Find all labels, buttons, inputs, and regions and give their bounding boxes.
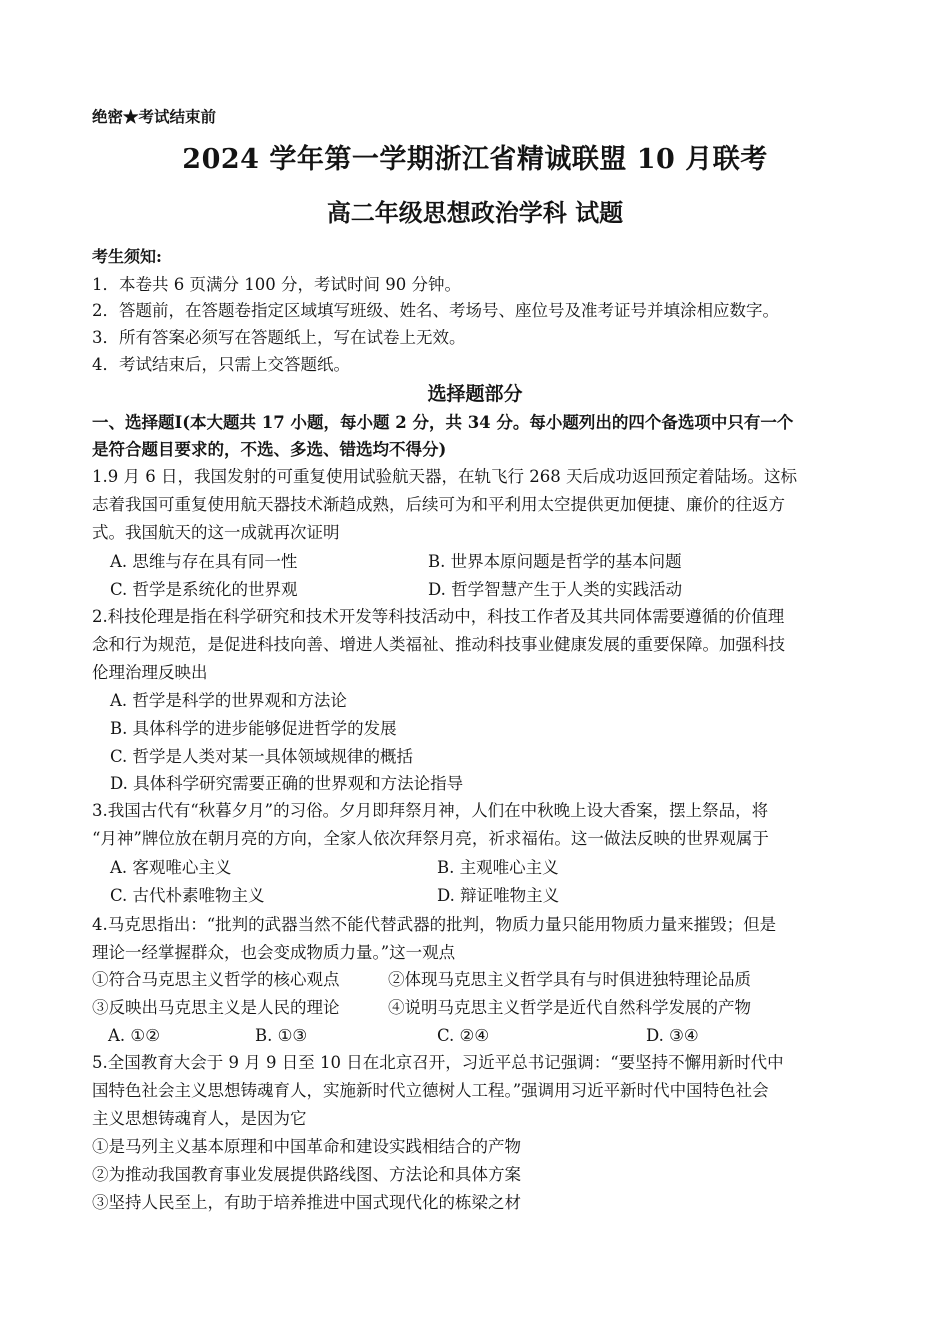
question-1-option-c: C. 哲学是系统化的世界观 xyxy=(110,580,298,599)
question-2-option-b: B. 具体科学的进步能够促进哲学的发展 xyxy=(110,719,397,738)
question-4-statement-2: ②体现马克思主义哲学具有与时俱进独特理论品质 xyxy=(388,970,751,989)
question-4-option-a: A. ①② xyxy=(108,1026,160,1045)
question-4-option-d: D. ③④ xyxy=(646,1026,699,1045)
notice-item: 2．答题前，在答题卷指定区域填写班级、姓名、考场号、座位号及准考证号并填涂相应数字。 xyxy=(92,301,779,320)
question-4-option-b: B. ①③ xyxy=(255,1026,308,1045)
question-3-option-c: C. 古代朴素唯物主义 xyxy=(110,886,265,905)
question-3-option-d: D. 辩证唯物主义 xyxy=(437,886,560,905)
question-5-statement-3: ③坚持人民至上，有助于培养推进中国式现代化的栋梁之材 xyxy=(92,1193,521,1212)
question-1-option-d: D. 哲学智慧产生于人类的实践活动 xyxy=(428,580,683,599)
notice-heading: 考生须知: xyxy=(92,247,162,266)
question-2-text: 2.科技伦理是指在科学研究和技术开发等科技活动中，科技工作者及其共同体需要遵循的价值理 xyxy=(92,607,785,626)
question-3-option-b: B. 主观唯心主义 xyxy=(437,858,559,877)
question-2-option-d: D. 具体科学研究需要正确的世界观和方法论指导 xyxy=(110,774,464,793)
question-1-text: 志着我国可重复使用航天器技术渐趋成熟，后续可为和平利用太空提供更加便捷、廉价的往返方 xyxy=(92,495,785,514)
question-2-option-c: C. 哲学是人类对某一具体领域规律的概括 xyxy=(110,747,414,766)
section-title: 选择题部分 xyxy=(427,383,523,405)
question-1-text: 1.9 月 6 日，我国发射的可重复使用试验航天器，在轨飞行 268 天后成功返回预定着陆场。这标 xyxy=(92,467,797,486)
confidential-label: 绝密★考试结束前 xyxy=(92,107,217,126)
question-1-text: 式。我国航天的这一成就再次证明 xyxy=(92,523,340,542)
question-3-option-a: A. 客观唯心主义 xyxy=(110,858,232,877)
question-5-text: 5.全国教育大会于 9 月 9 日至 10 日在北京召开，习近平总书记强调：“要坚持不懈用新时代中 xyxy=(92,1053,784,1072)
question-4-statement-3: ③反映出马克思主义是人民的理论 xyxy=(92,998,340,1017)
question-1-option-b: B. 世界本原问题是哲学的基本问题 xyxy=(428,552,682,571)
question-5-statement-2: ②为推动我国教育事业发展提供路线图、方法论和具体方案 xyxy=(92,1165,521,1184)
section-instruction: 一、选择题Ⅰ(本大题共 17 小题，每小题 2 分，共 34 分。每小题列出的四个备选项中只有一个 xyxy=(92,413,794,432)
notice-item: 1．本卷共 6 页满分 100 分，考试时间 90 分钟。 xyxy=(92,275,461,294)
question-4-text: 4.马克思指出：“批判的武器当然不能代替武器的批判，物质力量只能用物质力量来摧毁；但是 xyxy=(92,915,777,934)
question-2-text: 念和行为规范，是促进科技向善、增进人类福祉、推动科技事业健康发展的重要保障。加强科技 xyxy=(92,635,785,654)
question-5-text: 国特色社会主义思想铸魂育人，实施新时代立德树人工程。”强调用习近平新时代中国特色社会 xyxy=(92,1081,769,1100)
notice-item: 3．所有答案必须写在答题纸上，写在试卷上无效。 xyxy=(92,328,466,347)
question-5-statement-1: ①是马列主义基本原理和中国革命和建设实践相结合的产物 xyxy=(92,1137,521,1156)
question-4-option-c: C. ②④ xyxy=(437,1026,490,1045)
question-5-text: 主义思想铸魂育人，是因为它 xyxy=(92,1109,307,1128)
section-instruction: 是符合题目要求的，不选、多选、错选均不得分) xyxy=(92,440,447,459)
question-4-statement-4: ④说明马克思主义哲学是近代自然科学发展的产物 xyxy=(388,998,751,1017)
notice-item: 4．考试结束后，只需上交答题纸。 xyxy=(92,355,350,374)
question-3-text: 3.我国古代有“秋暮夕月”的习俗。夕月即拜祭月神，人们在中秋晚上设大香案，摆上祭品，将 xyxy=(92,801,769,820)
question-2-text: 伦理治理反映出 xyxy=(92,663,208,682)
question-3-text: “月神”牌位放在朝月亮的方向，全家人依次拜祭月亮，祈求福佑。这一做法反映的世界观属于 xyxy=(92,829,769,848)
question-4-statement-1: ①符合马克思主义哲学的核心观点 xyxy=(92,970,340,989)
exam-subtitle: 高二年级思想政治学科 试题 xyxy=(326,198,624,227)
question-2-option-a: A. 哲学是科学的世界观和方法论 xyxy=(110,691,347,710)
question-1-option-a: A. 思维与存在具有同一性 xyxy=(110,552,298,571)
question-4-text: 理论一经掌握群众，也会变成物质力量。”这一观点 xyxy=(92,943,456,962)
exam-title: 2024 学年第一学期浙江省精诚联盟 10 月联考 xyxy=(182,144,768,175)
